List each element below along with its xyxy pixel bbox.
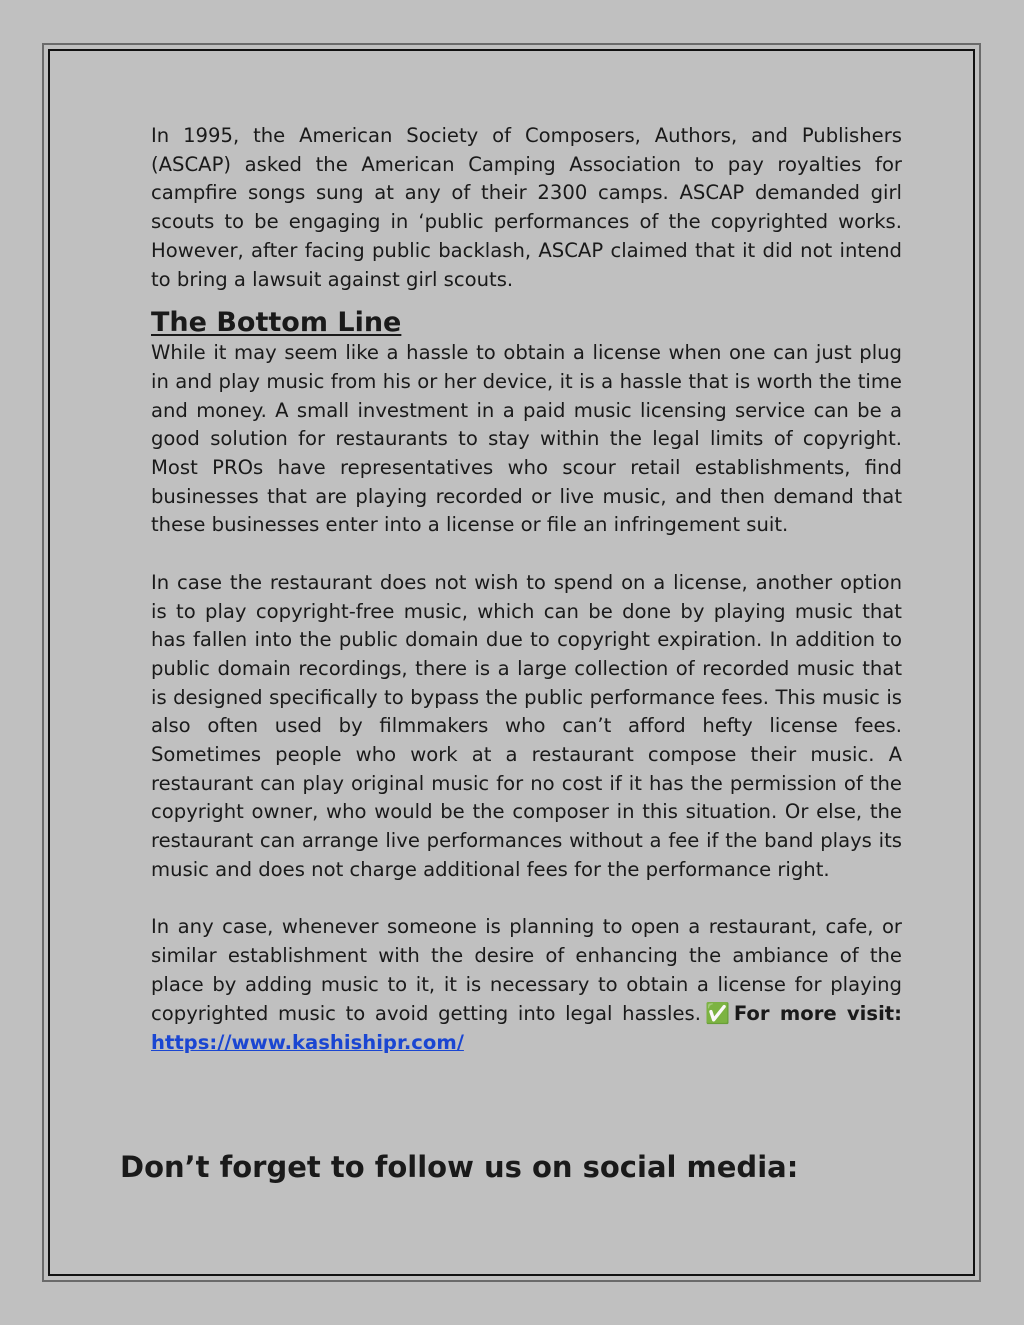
conclusion-text: In any case, whenever someone is planning to open a restaurant, cafe, or similar establishment with the desire of enhancing the ambiance of the place by adding music to it, it is necessary to obtain a license for playing copyrighted music to avoid getting into legal hassles. — [151, 915, 902, 1026]
more-visit-label: For more visit: — [733, 1002, 902, 1026]
paragraph-conclusion — [151, 913, 902, 1058]
social-media-heading: Don’t forget to follow us on social media: — [120, 1150, 799, 1184]
checkmark-icon: ✅ — [704, 1001, 730, 1026]
website-link[interactable]: https://www.kashishipr.com/ — [151, 1031, 464, 1055]
paragraph-licensing-value: While it may seem like a hassle to obtain a license when one can just plug in and play music from his or her device, it is a hassle that is worth the time and money. A small investment in a paid music licensing service can be a good solution for restaurants to stay within the legal limits of copyright. Most PROs have representatives who scour retail establishments, find businesses that are playing recorded or live music, and then demand that these businesses enter into a license or file an infringement suit. — [151, 341, 902, 537]
paragraph-gap — [151, 540, 902, 569]
paragraph-gap — [151, 885, 902, 914]
body-column — [151, 122, 902, 1058]
paragraph-copyright-free-options: In case the restaurant does not wish to spend on a license, another option is to play copyright-free music, which can be done by playing music that has fallen into the public domain due to copyright expiration. In addition to public domain recordings, there is a large collection of recorded music that is designed specifically to bypass the public performance fees. This music is also often used by filmmakers who can’t afford hefty license fees. Sometimes people who work at a restaurant compose their music. A restaurant can play original music for no cost if it has the permission of the copyright owner, who would be the composer in this situation. Or else, the restaurant can arrange live performances without a fee if the band plays its music and does not charge additional fees for the performance right. — [151, 570, 902, 881]
section-heading-bottom-line: The Bottom Line — [151, 307, 402, 339]
paragraph-ascap-history: In 1995, the American Society of Composers, Authors, and Publishers (ASCAP) asked the American Camping Association to pay royalties for campfire songs sung at any of their 2300 camps. ASCAP demanded girl scouts to be engaging in ‘public performances of the copyrighted works. However, after facing public backlash, ASCAP claimed that it did not intend to bring a lawsuit against girl scouts. — [151, 124, 902, 291]
